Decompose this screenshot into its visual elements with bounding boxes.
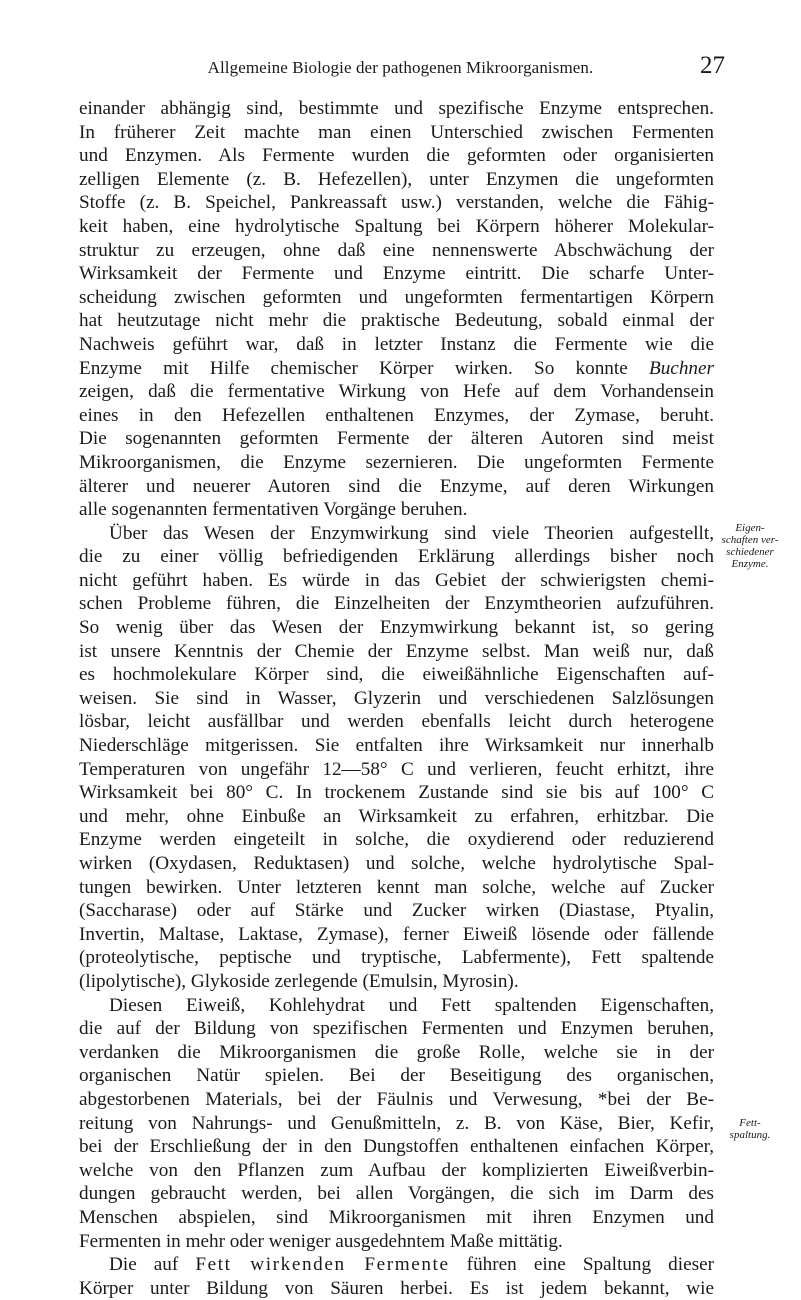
text-line-buchner: Enzyme mit Hilfe chemischer Körper wirken. So konnte Buchner	[79, 357, 714, 379]
text-line: Diesen Eiweiß, Kohlehydrat und Fett spaltenden Eigenschaften,	[109, 994, 714, 1016]
text-line: dungen gebraucht werden, bei allen Vorgängen, die sich im Darm des	[79, 1183, 714, 1205]
text-line: (Saccharase) oder auf Stärke und Zucker wirken (Diastase, Ptyalin,	[79, 900, 714, 922]
text-line: und mehr, ohne Einbuße an Wirksamkeit zu erfahren, erhitzbar. Die	[79, 805, 714, 827]
text-line: schen Probleme führen, die Einzelheiten der Enzymtheorien aufzuführen.	[79, 593, 714, 615]
text-line: Niederschläge mitgerissen. Sie entfalten ihre Wirksamkeit nur innerhalb	[79, 735, 714, 757]
running-title: Allgemeine Biologie der pathogenen Mikroorganismen.	[207, 58, 594, 77]
margin-note-line: Enzyme.	[731, 558, 769, 570]
text-line: alle sogenannten fermentativen Vorgänge beruhen.	[79, 499, 468, 521]
text-line: wirken (Oxydasen, Reduktasen) und solche, welche hydrolytische Spal-	[79, 853, 714, 874]
text-line: die zu einer völlig befriedigenden Erklärung allerdings bisher noch	[79, 546, 714, 568]
margin-note-line: schaften ver-	[721, 534, 779, 546]
text-line: die auf der Bildung von spezifischen Fermenten und Enzymen beruhen,	[79, 1018, 714, 1040]
text-line: abgestorbenen Materials, bei der Fäulnis und Verwesung, *bei der Be-	[79, 1088, 714, 1110]
margin-note-line: Eigen-	[735, 522, 765, 534]
text-line: Fermenten in mehr oder weniger ausgedehntem Maße mittätig.	[79, 1230, 563, 1252]
text-line: welche von den Pflanzen zum Aufbau der komplizierten Eiweißverbin-	[79, 1159, 714, 1181]
emphasized-phrase: Fett wirkenden Fermente	[195, 1254, 450, 1276]
text-line: einander abhängig sind, bestimmte und spezifische Enzyme entsprechen.	[79, 98, 714, 119]
body-text	[79, 97, 714, 1300]
text-line: tungen bewirken. Unter letzteren kennt man solche, welche auf Zucker	[79, 876, 714, 898]
margin-note-fett	[718, 1117, 782, 1141]
text-line: bei der Erschließung der in den Dungstoffen enthaltenen einfachen Körper,	[79, 1136, 714, 1158]
margin-note-line: Fett-	[739, 1117, 761, 1129]
text-line: Über das Wesen der Enzymwirkung sind viele Theorien aufgestellt,	[109, 522, 714, 544]
page-header	[0, 52, 801, 84]
text-line: Temperaturen von ungefähr 12—58° C und verlieren, feucht erhitzt, ihre	[79, 758, 714, 780]
margin-note-line: spaltung.	[729, 1129, 771, 1141]
text-line: organischen Natür spielen. Bei der Beseitigung des organischen,	[79, 1065, 714, 1087]
text-line-fett: Die auf Fett wirkenden Fermente führen eine Spaltung dieser	[109, 1254, 714, 1276]
text-line: scheidung zwischen geformten und ungeformten fermentartigen Körpern	[79, 286, 714, 308]
text-line: Körper unter Bildung von Säuren herbei. Es ist jedem bekannt, wie	[79, 1277, 714, 1299]
margin-note-enzyme	[718, 522, 782, 570]
text-line: Mikroorganismen, die Enzyme sezernieren. Die ungeformten Fermente	[79, 451, 714, 473]
text-line: keit haben, eine hydrolytische Spaltung bei Körpern höherer Molekular-	[79, 215, 714, 237]
margin-note-line: schiedener	[726, 546, 774, 558]
text-line: lösbar, leicht ausfällbar und werden ebenfalls leicht durch heterogene	[79, 711, 714, 733]
text-line: Menschen abspielen, sind Mikroorganismen mit ihren Enzymen und	[79, 1206, 714, 1228]
text-line: (lipolytische), Glykoside zerlegende (Emulsin, Myrosin).	[79, 970, 519, 992]
text-line: Die sogenannten geformten Fermente der älteren Autoren sind meist	[79, 428, 714, 450]
text-line: hat heutzutage nicht mehr die praktische Bedeutung, sobald einmal der	[79, 310, 714, 332]
text-line: Enzyme werden eingeteilt in solche, die oxydierend oder reduzierend	[79, 829, 714, 851]
text-line: In früherer Zeit machte man einen Unterschied zwischen Fermenten	[79, 121, 714, 143]
text-line: struktur zu erzeugen, ohne daß eine nennenswerte Abschwächung der	[79, 239, 714, 261]
text-line: älterer und neuerer Autoren sind die Enzyme, auf deren Wirkungen	[79, 475, 714, 497]
text-line: verdanken die Mikroorganismen die große Rolle, welche sie in der	[79, 1041, 714, 1063]
text-line: Nachweis geführt war, daß in letzter Instanz die Fermente wie die	[79, 333, 714, 355]
text-line: zeigen, daß die fermentative Wirkung von Hefe auf dem Vorhandensein	[79, 381, 714, 403]
text-line: ist unsere Kenntnis der Chemie der Enzyme selbst. Man weiß nur, daß	[79, 640, 714, 662]
text-line: und Enzymen. Als Fermente wurden die geformten oder organisierten	[79, 145, 714, 167]
text-line: eines in den Hefezellen enthaltenen Enzymes, der Zymase, beruht.	[79, 404, 714, 426]
text-line: zelligen Elemente (z. B. Hefezellen), unter Enzymen die ungeformten	[79, 168, 714, 190]
text-line: weisen. Sie sind in Wasser, Glyzerin und verschiedenen Salzlösungen	[79, 687, 714, 709]
text-line: nicht geführt haben. Es würde in das Gebiet der schwierigsten chemi-	[79, 569, 714, 591]
text-line: Stoffe (z. B. Speichel, Pankreassaft usw.) verstanden, welche die Fähig-	[79, 192, 714, 214]
text-line: Invertin, Maltase, Laktase, Zymase), ferner Eiweiß lösende oder fällende	[79, 923, 714, 945]
text-line: es hochmolekulare Körper sind, die eiweißähnliche Eigenschaften auf-	[79, 664, 714, 686]
text-line: So wenig über das Wesen der Enzymwirkung bekannt ist, so gering	[79, 617, 714, 639]
text-line: Wirksamkeit bei 80° C. In trockenem Zustande sind sie bis auf 100° C	[79, 782, 714, 804]
author-name: Buchner	[648, 357, 714, 379]
page-number: 27	[700, 52, 725, 79]
text-line: Wirksamkeit der Fermente und Enzyme eintritt. Die scharfe Unter-	[79, 263, 714, 285]
text-line: (proteolytische, peptische und tryptische, Labfermente), Fett spaltende	[79, 947, 714, 969]
text-line: reitung von Nahrungs- und Genußmitteln, z. B. von Käse, Bier, Kefir,	[79, 1112, 714, 1134]
